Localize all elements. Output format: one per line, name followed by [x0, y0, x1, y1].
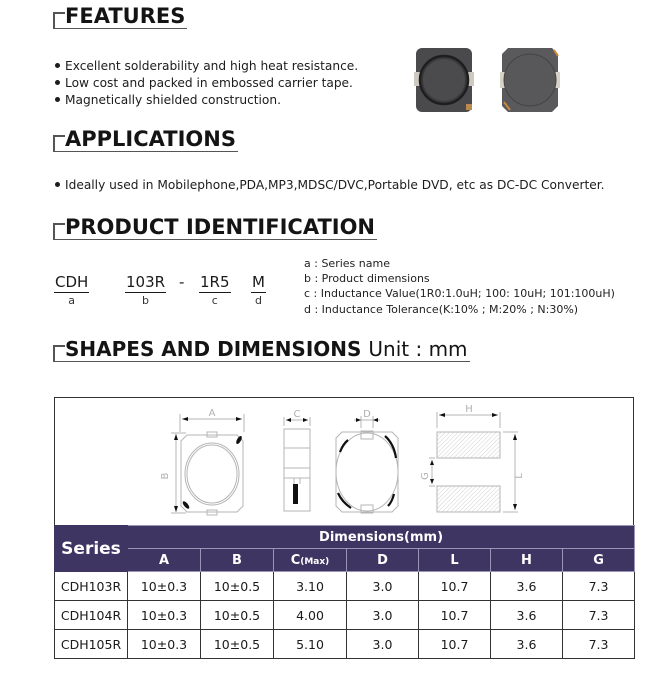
bottom-view-drawing — [336, 416, 398, 513]
bullet-icon — [55, 63, 60, 68]
applications-list — [55, 177, 605, 194]
cell-series: CDH103R — [55, 572, 128, 601]
cell-series: CDH104R — [55, 601, 128, 630]
cell-c: 5.10 — [274, 630, 347, 659]
column-header-a: A — [128, 549, 201, 572]
cell-d: 3.0 — [347, 601, 419, 630]
code-part-series: CDH a — [55, 273, 89, 307]
list-item: Excellent solderability and high heat resistance. — [55, 58, 358, 75]
inductor-photo-bottom — [500, 44, 560, 116]
product-identification-heading — [53, 215, 377, 240]
bullet-icon — [55, 80, 60, 85]
cell-l: 10.7 — [419, 572, 491, 601]
cell-c: 3.10 — [274, 572, 347, 601]
code-part-inductance: 1R5 c — [200, 273, 230, 307]
code-part-dimensions: 103R b — [126, 273, 166, 307]
product-identification-title: PRODUCT IDENTIFICATION — [53, 215, 377, 240]
cell-h: 3.6 — [491, 601, 563, 630]
bullet-icon — [55, 97, 60, 102]
applications-title: APPLICATIONS — [53, 127, 238, 152]
code-separator: - — [179, 273, 185, 291]
features-title: FEATURES — [53, 4, 187, 29]
heading-bracket — [53, 12, 65, 29]
cell-g: 7.3 — [563, 572, 635, 601]
code-part-tolerance: M d — [252, 273, 265, 307]
cell-d: 3.0 — [347, 572, 419, 601]
cell-b: 10±0.5 — [201, 601, 274, 630]
shapes-title: SHAPES AND DIMENSIONS Unit : mm — [53, 338, 470, 362]
cell-h: 3.6 — [491, 630, 563, 659]
max-suffix: (Max) — [300, 556, 330, 567]
label-d: D — [363, 409, 371, 420]
column-header-d: D — [347, 549, 419, 572]
code-legend — [304, 256, 615, 317]
dimension-drawing — [55, 398, 633, 525]
legend-item: b : Product dimensions — [304, 272, 430, 286]
column-header-l: L — [419, 549, 491, 572]
top-view-drawing — [171, 414, 244, 515]
cell-l: 10.7 — [419, 601, 491, 630]
cell-l: 10.7 — [419, 630, 491, 659]
table-row — [55, 630, 635, 659]
series-header: Series — [55, 526, 128, 572]
features-list — [55, 58, 358, 109]
label-a: A — [208, 408, 216, 419]
legend-item: c : Inductance Value(1R0:1.0uH; 100: 10uH; 101:100uH) — [304, 287, 615, 301]
cell-a: 10±0.3 — [128, 630, 201, 659]
heading-bracket — [53, 345, 65, 362]
cell-series: CDH105R — [55, 630, 128, 659]
land-pad-top — [437, 432, 500, 458]
applications-heading — [53, 127, 238, 152]
dimensions-table — [54, 525, 635, 659]
bullet-icon — [55, 182, 60, 187]
features-heading — [53, 4, 187, 29]
heading-bracket — [53, 223, 65, 240]
label-g: G — [420, 472, 431, 480]
dimensions-header: Dimensions(mm) — [128, 526, 635, 549]
heading-bracket — [53, 135, 65, 152]
label-l: L — [514, 473, 525, 479]
label-c: C — [293, 409, 301, 420]
inductor-photo-top — [414, 44, 474, 116]
cell-a: 10±0.3 — [128, 572, 201, 601]
cell-b: 10±0.5 — [201, 630, 274, 659]
legend-item: d : Inductance Tolerance(K:10% ; M:20% ; N:30%) — [304, 302, 579, 316]
land-pad-bottom — [437, 486, 500, 512]
label-h: H — [465, 404, 473, 415]
column-header-b: B — [201, 549, 274, 572]
list-item: Magnetically shielded construction. — [55, 92, 358, 109]
column-header-c: C(Max) — [274, 549, 347, 572]
cell-h: 3.6 — [491, 572, 563, 601]
cell-d: 3.0 — [347, 630, 419, 659]
shapes-heading — [53, 337, 470, 362]
dimension-drawing-panel — [54, 397, 634, 525]
list-item: Low cost and packed in embossed carrier tape. — [55, 75, 358, 92]
cell-c: 4.00 — [274, 601, 347, 630]
label-b: B — [160, 472, 171, 480]
legend-item: a : Series name — [304, 257, 390, 270]
column-header-h: H — [491, 549, 563, 572]
table-row — [55, 572, 635, 601]
list-item: Ideally used in Mobilephone,PDA,MP3,MDSC/DVC,Portable DVD, etc as DC-DC Converter. — [55, 177, 605, 194]
table-row — [55, 601, 635, 630]
cell-b: 10±0.5 — [201, 572, 274, 601]
cell-g: 7.3 — [563, 630, 635, 659]
unit-label: Unit : mm — [368, 337, 468, 361]
cell-a: 10±0.3 — [128, 601, 201, 630]
cell-g: 7.3 — [563, 601, 635, 630]
column-header-g: G — [563, 549, 635, 572]
